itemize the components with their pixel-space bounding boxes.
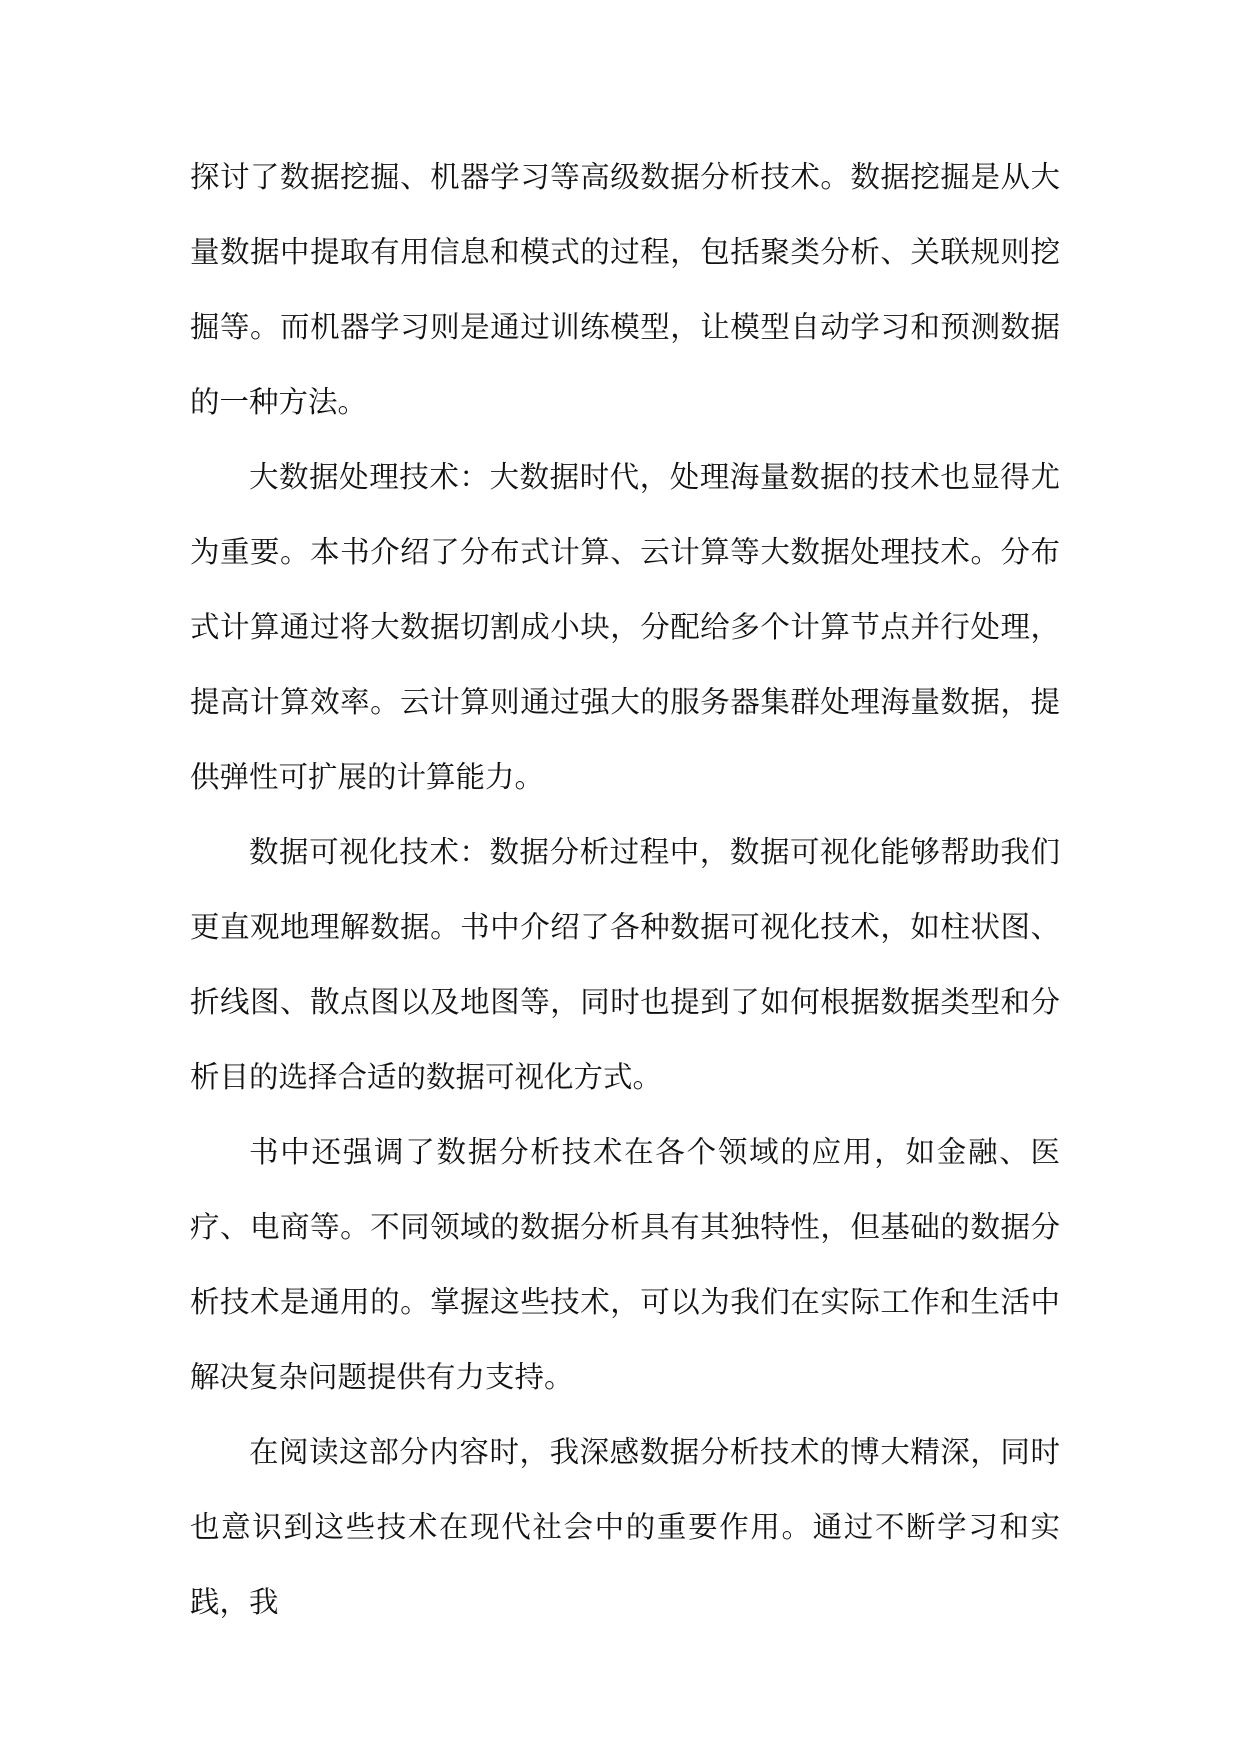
paragraph-applications: 书中还强调了数据分析技术在各个领域的应用，如金融、医疗、电商等。不同领域的数据分析具有其独特性，但基础的数据分析技术是通用的。掌握这些技术，可以为我们在实际工作和生活中解决复杂问题提供有力支持。 <box>190 1135 1060 1394</box>
paragraph-big-data-processing: 大数据处理技术：大数据时代，处理海量数据的技术也显得尤为重要。本书介绍了分布式计算、云计算等大数据处理技术。分布式计算通过将大数据切割成小块，分配给多个计算节点并行处理，提高计算效率。云计算则通过强大的服务器集群处理海量数据，提供弹性可扩展的计算能力。 <box>190 460 1060 794</box>
paragraph-reflection: 在阅读这部分内容时，我深感数据分析技术的博大精深，同时也意识到这些技术在现代社会中的重要作用。通过不断学习和实践，我 <box>190 1435 1060 1619</box>
paragraph-data-visualization: 数据可视化技术：数据分析过程中，数据可视化能够帮助我们更直观地理解数据。书中介绍了各种数据可视化技术，如柱状图、折线图、散点图以及地图等，同时也提到了如何根据数据类型和分析目的选择合适的数据可视化方式。 <box>190 835 1060 1094</box>
body-text <box>190 140 1060 1640</box>
paragraph-data-mining-continuation: 探讨了数据挖掘、机器学习等高级数据分析技术。数据挖掘是从大量数据中提取有用信息和模式的过程，包括聚类分析、关联规则挖掘等。而机器学习则是通过训练模型，让模型自动学习和预测数据的一种方法。 <box>190 160 1060 419</box>
